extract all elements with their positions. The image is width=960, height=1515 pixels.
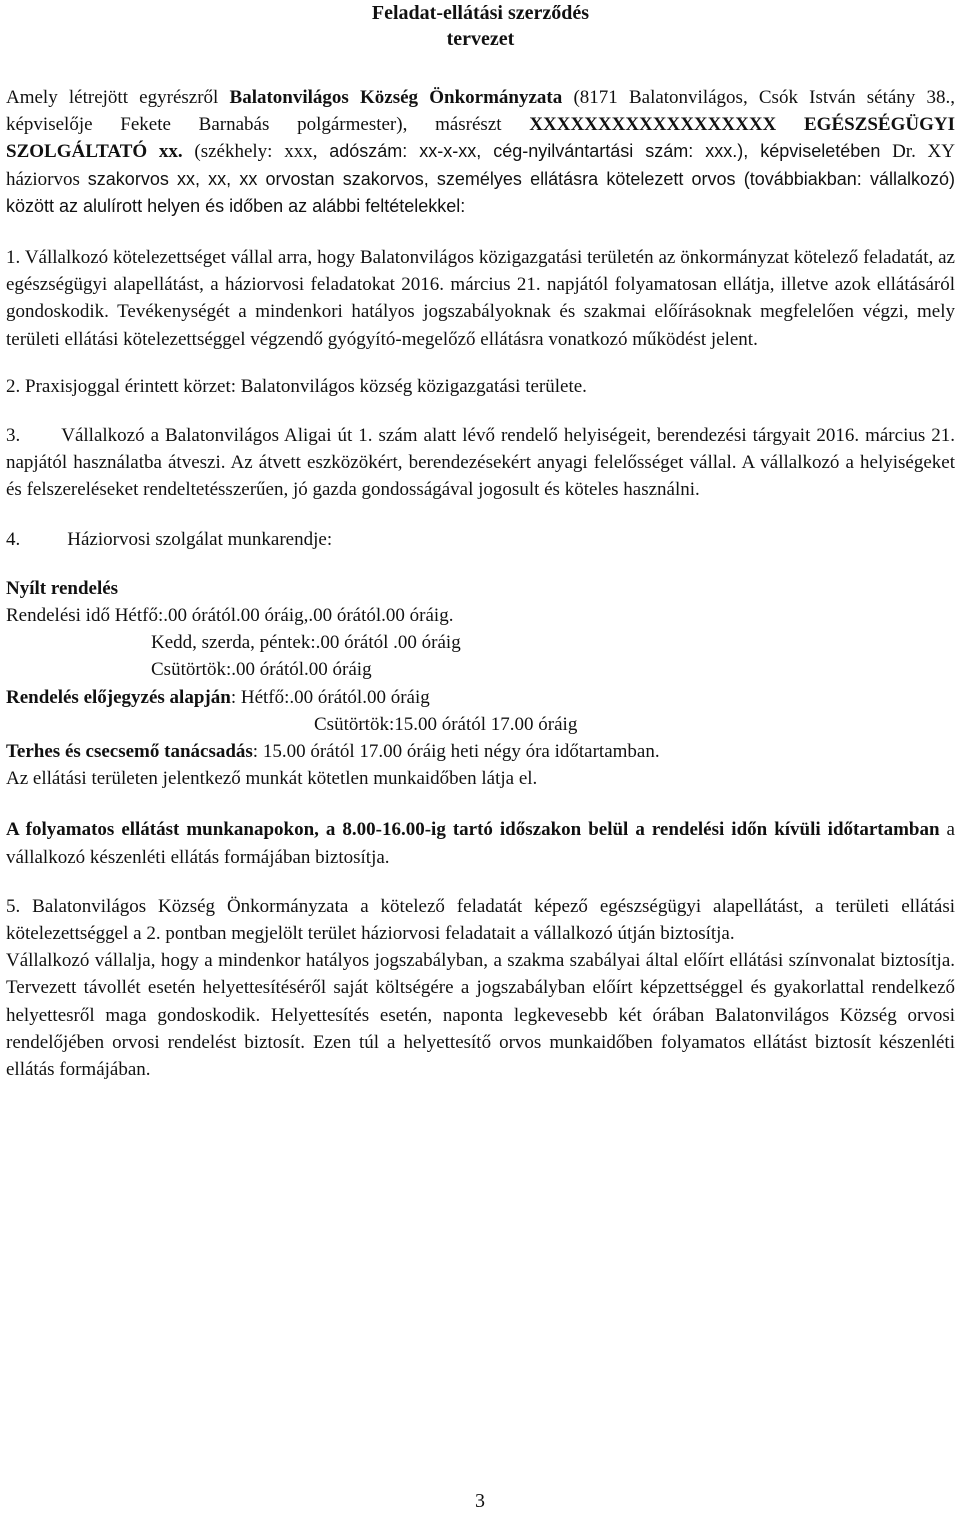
prenatal-text: : 15.00 órától 17.00 óráig heti négy óra időtartamban. <box>252 741 660 763</box>
section-1 <box>6 244 955 353</box>
party-provider: XXXXXXXXXXXXXXXXXX EGÉSZSÉGÜGYI SZOLGÁLTATÓ xx. <box>6 114 955 163</box>
section-2-text: Praxisjoggal érintett körzet: Balatonvilágos község közigazgatási területe. <box>25 375 587 397</box>
section-5-text-1: Balatonvilágos Község Önkormányzata a kötelező feladatát képező egészségügyi alapellátást, a területi ellátási kötelezettséggel a 2. pontban megjelölt terület háziorvosi feladatait a vállalkozó útján biztosítja. <box>6 895 956 945</box>
continuous-care-text: a vállalkozó készenléti ellátás formájában biztosítja. <box>6 819 955 868</box>
document-title: Feladat-ellátási szerződés <box>371 2 590 24</box>
section-5-number: 5. <box>6 895 21 917</box>
schedule-line-tue-wed-fri: Kedd, szerda, péntek:.00 órától .00 óráig <box>151 632 461 654</box>
open-hours-heading: Nyílt rendelés <box>6 577 119 599</box>
section-2 <box>6 373 955 400</box>
continuous-care-bold: A folyamatos ellátást munkanapokon, a 8.00-16.00-ig tartó időszakon belül a rendelési időn kívüli időtartamban <box>6 819 940 841</box>
section-4-number: 4. <box>6 528 21 550</box>
document-subtitle: tervezet <box>446 28 515 50</box>
section-3-text: Vállalkozó a Balatonvilágos Aligai út 1. szám alatt lévő rendelő helyiségeit, berendezési tárgyait 2016. március 21. napjától használatba átveszi. Az átvett eszközökért, berendezésekért anyagi felelősséget vállal. A vállalkozó a helyiségeket és felszereléseket rendeltetésszerűen, jó gazda gondosságával jogosult és köteles használni. <box>6 425 955 501</box>
section-1-number: 1. <box>6 247 21 269</box>
section-1-text: Vállalkozó kötelezettséget vállal arra, hogy Balatonvilágos közigazgatási területén az önkormányzat kötelező feladatát, az egészségügyi alapellátást, a háziorvosi feladatokat 2016. március 21. napjától folyamatosan ellátja, illetve azok ellátásáról gondoskodik. Tevékenységét a mindenkori hatályos jogszabályoknak és szakmai előírásoknak megfelelően végzi, mely területi ellátási kötelezettséggel végzendő gyógyító-megelőző ellátásra vonatkozó működést jelent. <box>6 247 955 350</box>
section-5 <box>6 893 955 947</box>
section-4 <box>6 526 955 553</box>
schedule-line-monday: Rendelési idő Hétfő:.00 órától.00 óráig,.00 órától.00 óráig. <box>6 605 454 627</box>
intro-paragraph <box>6 84 955 220</box>
area-work-line: Az ellátási területen jelentkező munkát kötetlen munkaidőben látja el. <box>6 768 538 790</box>
intro-text-1: Amely létrejött egyrészről <box>6 87 230 108</box>
intro-text-5: Dr. XY háziorvos <box>6 141 955 190</box>
section-2-number: 2. <box>6 375 21 397</box>
continuous-care-paragraph <box>6 816 955 870</box>
section-5-paragraph-2: Vállalkozó vállalja, hogy a mindenkor hatályos jogszabályban, a szakma szabályai által előírt ellátási színvonalat biztosítja. Tervezett távollét esetén helyettesítéséről saját költségére a jogszabályban előírt képzettséggel és gyakorlattal rendelkező helyettesről maga gondoskodik. Helyettesítés esetén, naponta legkevesebb két órában Balatonvilágos Község orvosi rendelőjében orvosi rendelést biztosít. Ezen túl a helyettesítő orvos munkaidőben folyamatos ellátást biztosít készenléti ellátás formájában. <box>6 950 955 1081</box>
prenatal-line <box>6 738 955 765</box>
prenatal-label: Terhes és csecsemő tanácsadás <box>6 741 253 763</box>
appointment-line <box>6 684 955 711</box>
section-3-number: 3. <box>6 425 21 447</box>
appointment-label: Rendelés előjegyzés alapján <box>6 686 231 708</box>
intro-text-2: (8171 Balatonvilágos, Csók István sétány 38., képviselője Fekete Barnabás polgármester), másrészt <box>6 87 955 136</box>
schedule-line-thursday: Csütörtök:.00 órától.00 óráig <box>151 659 372 681</box>
section-3 <box>6 422 955 504</box>
section-4-text: Háziorvosi szolgálat munkarendje: <box>67 528 333 550</box>
appointment-monday: : Hétfő:.00 órától.00 óráig <box>230 686 430 708</box>
document-page <box>6 0 955 1083</box>
appointment-thursday: Csütörtök:15.00 órától 17.00 óráig <box>314 713 578 735</box>
party-municipality: Balatonvilágos Község Önkormányzata <box>229 87 563 108</box>
intro-text-3: (székhely: xxx, <box>182 141 318 163</box>
intro-text-4: adószám: xx-x-xx, cég-nyilvántartási szám: xxx.), képviseletében <box>329 141 881 162</box>
intro-text-6: szakorvos xx, xx, xx orvostan szakorvos, személyes ellátásra kötelezett orvos (továbbiakban: vállalkozó) között az alulírott helyen és időben az alábbi feltételekkel: <box>6 168 956 216</box>
page-number: 3 <box>475 1490 485 1512</box>
